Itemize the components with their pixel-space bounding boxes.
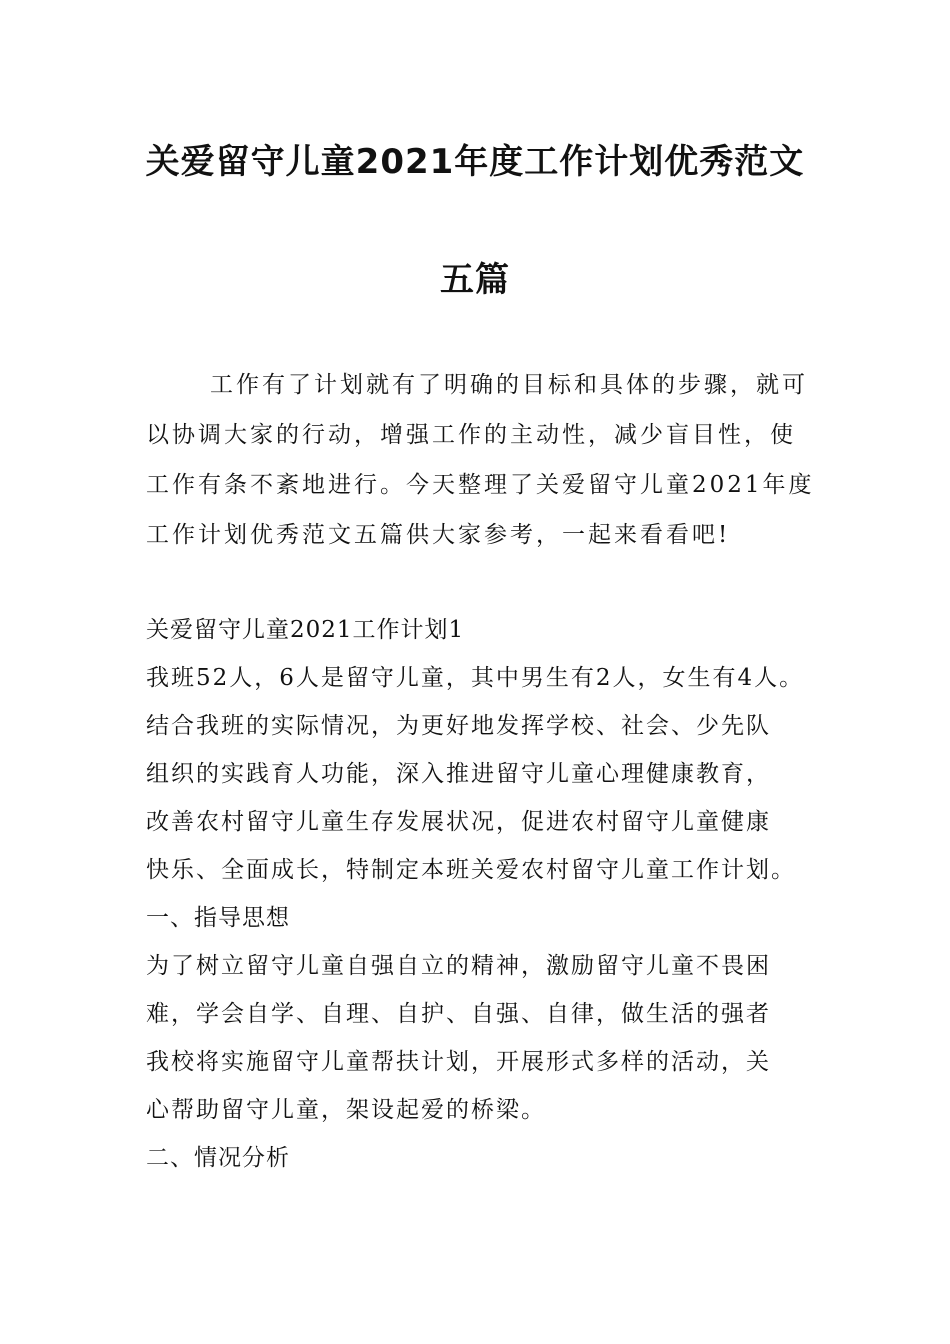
- subheading-guiding-ideology: 一、指导思想: [146, 905, 290, 931]
- body-line: 快乐、全面成长，特制定本班关爱农村留守儿童工作计划。: [146, 857, 796, 883]
- body-line: 组织的实践育人功能，深入推进留守儿童心理健康教育，: [146, 761, 771, 787]
- body-line: 结合我班的实际情况，为更好地发挥学校、社会、少先队: [146, 713, 771, 739]
- intro-paragraph: 工作有了计划就有了明确的目标和具体的步骤，就可以协调大家的行动，增强工作的主动性，减少盲目性，使工作有条不紊地进行。今天整理了关爱留守儿童2021年度工作计划优秀范文五篇供大家参考，一起来看看吧!: [146, 372, 815, 548]
- subheading-situation-analysis: 二、情况分析: [146, 1145, 290, 1171]
- body-line: 改善农村留守儿童生存发展状况，促进农村留守儿童健康: [146, 809, 771, 835]
- section-title: 关爱留守儿童2021工作计划1: [146, 617, 465, 643]
- body-line: 心帮助留守儿童，架设起爱的桥梁。: [146, 1097, 546, 1123]
- body-line: 为了树立留守儿童自强自立的精神，激励留守儿童不畏困: [146, 953, 771, 979]
- document-body: [146, 606, 836, 1182]
- body-line: 我班52人，6人是留守儿童，其中男生有2人，女生有4人。: [146, 665, 805, 691]
- document-title-line1: 关爱留守儿童2021年度工作计划优秀范文: [145, 142, 805, 182]
- body-line: 难，学会自学、自理、自护、自强、自律，做生活的强者: [146, 1001, 771, 1027]
- document-title-line2: 五篇: [440, 260, 510, 300]
- body-line: 我校将实施留守儿童帮扶计划，开展形式多样的活动，关: [146, 1049, 771, 1075]
